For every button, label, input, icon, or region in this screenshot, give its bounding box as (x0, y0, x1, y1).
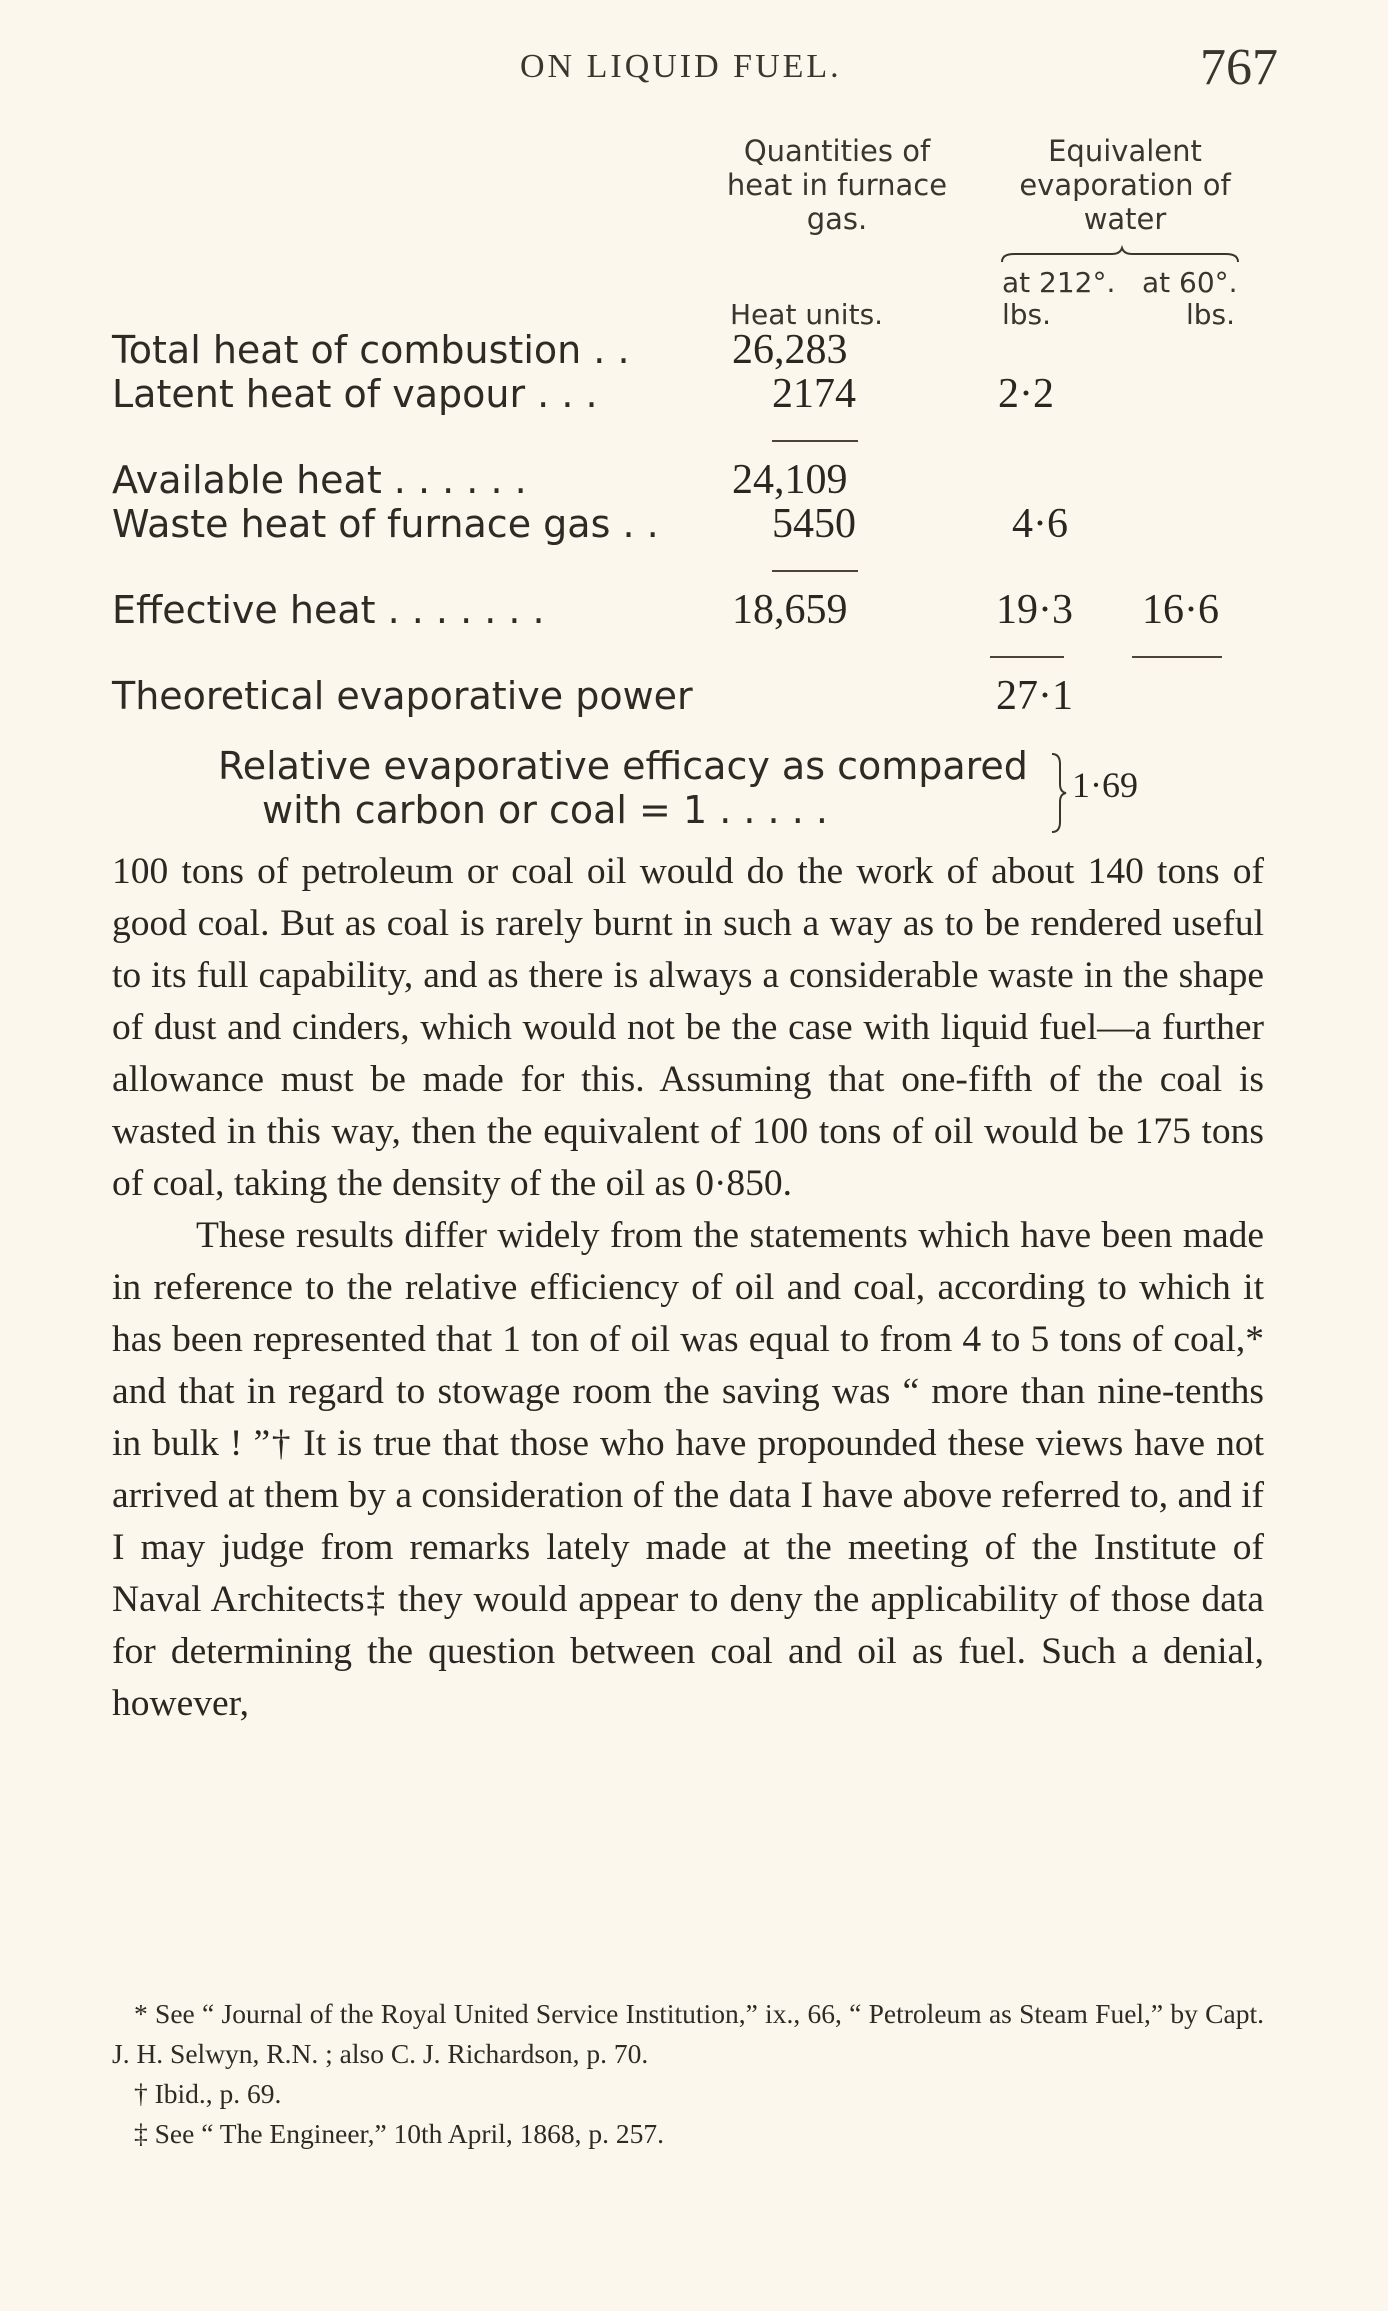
evap60-rule (1132, 656, 1222, 658)
value-total-heat: 26,283 (732, 327, 848, 373)
value-effective-heat: 18,659 (732, 587, 848, 633)
footnote-1: * See “ Journal of the Royal United Service Institution,” ix., 66, “ Petroleum as Steam Fuel,” by Capt. J. H. Selwyn, R.N. ; also C. J. Richardson, p. 70. (112, 1998, 1264, 2069)
value-waste-heat: 5450 (772, 501, 856, 547)
unit-heat-units: Heat units. (730, 298, 884, 331)
evap-latent-heat: 2·2 (998, 371, 1054, 417)
relative-efficacy-line1: Relative evaporative efficacy as compared (218, 744, 1028, 788)
row-label-total-heat: Total heat of combustion . . (112, 328, 630, 372)
paragraph-1: 100 tons of petroleum or coal oil would do the work of about 140 tons of good coal. But as coal is rarely burnt in such a way as to be rendered useful to its full capability, and as there is always a considerable waste in the shape of dust and cinders, which would not be the case with liquid fuel—a further allowance must be made for this. Assuming that one-fifth of the coal is wasted in this way, then the equivalent of 100 tons of oil would be 175 tons of coal, taking the density of the oil as 0·850. (112, 851, 1264, 1204)
column-header-quantities: Quantities of heat in furnace gas. (726, 134, 948, 236)
relative-efficacy-value: 1·69 (1072, 765, 1138, 805)
footnote-2: † Ibid., p. 69. (134, 2078, 282, 2109)
subheader-212: at 212°. (1002, 266, 1116, 299)
evap60-effective-heat: 16·6 (1142, 587, 1219, 633)
evap212-effective-heat: 19·3 (996, 587, 1073, 633)
subheader-60: at 60°. (1142, 266, 1238, 299)
evap-theoretical-power: 27·1 (996, 673, 1073, 719)
body-text (112, 846, 1264, 1730)
footnotes (112, 1994, 1264, 2154)
sum-rule (772, 440, 858, 442)
paragraph-2: These results differ widely from the statements which have been made in reference to the relative efficiency of oil and coal, according to which it has been represented that 1 ton of oil was equal to from 4 to 5 tons of coal,* and that in regard to stowage room the saving was “ more than nine-tenths in bulk ! ”† It is true that those who have propounded these views have not arrived at them by a consideration of the data I have above referred to, and if I may judge from remarks lately made at the meeting of the Institute of Naval Architects‡ they would appear to deny the applicability of those data for determining the question between coal and oil as fuel. Such a denial, however, (112, 1215, 1264, 1724)
unit-lbs-60: lbs. (1186, 298, 1236, 331)
column-brace (1000, 248, 1240, 268)
difference-rule (772, 570, 858, 572)
running-title: ON LIQUID FUEL. (520, 48, 842, 85)
row-label-waste-heat: Waste heat of furnace gas . . (112, 502, 659, 546)
footnote-3: ‡ See “ The Engineer,” 10th April, 1868, p. 257. (134, 2118, 664, 2149)
value-available-heat: 24,109 (732, 457, 848, 503)
column-header-equivalent: Equivalent evaporation of water (1019, 134, 1231, 236)
unit-lbs-212: lbs. (1002, 298, 1052, 331)
row-label-available-heat: Available heat . . . . . . (112, 458, 527, 502)
evap212-rule (990, 656, 1064, 658)
evap-waste-heat: 4·6 (1012, 501, 1068, 547)
right-brace (1050, 752, 1070, 834)
page-number: 767 (1200, 39, 1278, 96)
row-label-effective-heat: Effective heat . . . . . . . (112, 588, 545, 632)
row-label-latent-heat: Latent heat of vapour . . . (112, 372, 598, 416)
relative-efficacy-line2: with carbon or coal = 1 . . . . . (262, 788, 828, 832)
row-label-theoretical-power: Theoretical evaporative power (112, 674, 693, 718)
value-latent-heat: 2174 (772, 371, 856, 417)
